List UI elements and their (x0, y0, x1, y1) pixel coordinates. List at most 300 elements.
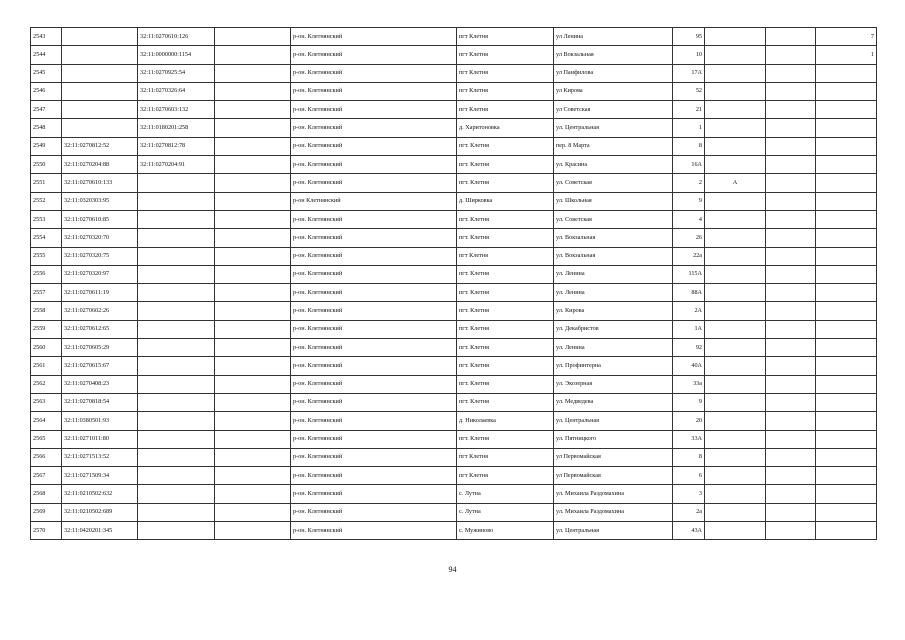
cadastral-number-cell: 32:11:0270320:75 (62, 247, 138, 265)
extra-cell (766, 357, 816, 375)
row-number-cell: 2555 (31, 247, 62, 265)
empty-cell (215, 448, 291, 466)
apartment-cell: 1 (816, 46, 877, 64)
street-cell: ул Панфилова (554, 64, 673, 82)
cadastral-number-cell: 32:11:0210502:632 (62, 485, 138, 503)
apartment-cell (816, 357, 877, 375)
house-number-cell: 1А (673, 320, 705, 338)
previous-cadastral-number-cell: 32:11:0270925:54 (138, 64, 215, 82)
building-letter-cell (705, 522, 766, 540)
district-cell: р-он. Клетнянский (291, 119, 457, 137)
row-number-cell: 2564 (31, 412, 62, 430)
building-letter-cell (705, 302, 766, 320)
extra-cell (766, 412, 816, 430)
street-cell: ул. Центральная (554, 412, 673, 430)
cadastral-number-cell: 32:11:0320303:95 (62, 192, 138, 210)
district-cell: р-он. Клетнянский (291, 265, 457, 283)
settlement-cell: д. Ширковка (457, 192, 554, 210)
previous-cadastral-number-cell (138, 229, 215, 247)
row-number-cell: 2554 (31, 229, 62, 247)
house-number-cell: 8 (673, 137, 705, 155)
street-cell: ул. Центральная (554, 522, 673, 540)
district-cell: р-он. Клетнянский (291, 320, 457, 338)
cadastral-number-cell (62, 82, 138, 100)
house-number-cell: 17А (673, 64, 705, 82)
extra-cell (766, 430, 816, 448)
table-row (31, 522, 877, 540)
extra-cell (766, 229, 816, 247)
building-letter-cell (705, 265, 766, 283)
empty-cell (215, 284, 291, 302)
row-number-cell: 2557 (31, 284, 62, 302)
row-number-cell: 2545 (31, 64, 62, 82)
row-number-cell: 2546 (31, 82, 62, 100)
previous-cadastral-number-cell (138, 265, 215, 283)
district-cell: р-он. Клетнянский (291, 339, 457, 357)
street-cell: ул Кирова (554, 82, 673, 100)
house-number-cell: 2А (673, 302, 705, 320)
extra-cell (766, 210, 816, 228)
previous-cadastral-number-cell (138, 467, 215, 485)
row-number-cell: 2548 (31, 119, 62, 137)
building-letter-cell (705, 448, 766, 466)
house-number-cell: 2а (673, 503, 705, 521)
street-cell: ул. Михаила Раздомахина (554, 503, 673, 521)
empty-cell (215, 210, 291, 228)
building-letter-cell (705, 503, 766, 521)
district-cell: р-он. Клетнянский (291, 156, 457, 174)
apartment-cell (816, 137, 877, 155)
house-number-cell: 9 (673, 393, 705, 411)
street-cell: ул. Советская (554, 174, 673, 192)
table-row (31, 339, 877, 357)
empty-cell (215, 101, 291, 119)
table-row (31, 430, 877, 448)
street-cell: ул. Вокзальная (554, 247, 673, 265)
cadastral-number-cell: 32:11:0380501:93 (62, 412, 138, 430)
apartment-cell (816, 265, 877, 283)
cadastral-number-cell: 32:11:0270818:54 (62, 393, 138, 411)
previous-cadastral-number-cell (138, 320, 215, 338)
settlement-cell: пгт. Клетня (457, 320, 554, 338)
apartment-cell (816, 412, 877, 430)
building-letter-cell (705, 229, 766, 247)
building-letter-cell (705, 485, 766, 503)
extra-cell (766, 82, 816, 100)
row-number-cell: 2563 (31, 393, 62, 411)
empty-cell (215, 229, 291, 247)
settlement-cell: пгт. Клетня (457, 284, 554, 302)
cadastral-number-cell: 32:11:0270408:23 (62, 375, 138, 393)
table-row (31, 247, 877, 265)
street-cell: ул. Советская (554, 210, 673, 228)
district-cell: р-он. Клетнянский (291, 284, 457, 302)
apartment-cell (816, 156, 877, 174)
street-cell: ул. Ленина (554, 265, 673, 283)
settlement-cell: д. Николаевка (457, 412, 554, 430)
settlement-cell: пгт Клетня (457, 448, 554, 466)
apartment-cell (816, 375, 877, 393)
settlement-cell: пгт Клетня (457, 64, 554, 82)
previous-cadastral-number-cell (138, 284, 215, 302)
previous-cadastral-number-cell (138, 430, 215, 448)
cadastral-number-cell: 32:11:0270320:97 (62, 265, 138, 283)
street-cell: ул. Михаила Раздомахина (554, 485, 673, 503)
table-row (31, 210, 877, 228)
previous-cadastral-number-cell: 32:11:0270204:91 (138, 156, 215, 174)
extra-cell (766, 284, 816, 302)
table-row (31, 302, 877, 320)
empty-cell (215, 320, 291, 338)
district-cell: р-он. Клетнянский (291, 137, 457, 155)
street-cell: ул. Ленина (554, 284, 673, 302)
district-cell: р-он. Клетнянский (291, 64, 457, 82)
street-cell: ул Первомайская (554, 467, 673, 485)
row-number-cell: 2566 (31, 448, 62, 466)
cadastral-number-cell (62, 119, 138, 137)
apartment-cell (816, 64, 877, 82)
table-row (31, 229, 877, 247)
building-letter-cell (705, 247, 766, 265)
table-row (31, 412, 877, 430)
previous-cadastral-number-cell (138, 247, 215, 265)
extra-cell (766, 101, 816, 119)
empty-cell (215, 46, 291, 64)
street-cell: пер. 8 Марта (554, 137, 673, 155)
extra-cell (766, 339, 816, 357)
extra-cell (766, 192, 816, 210)
cadastral-number-cell: 32:11:0270812:52 (62, 137, 138, 155)
district-cell: р-он. Клетнянский (291, 174, 457, 192)
row-number-cell: 2552 (31, 192, 62, 210)
previous-cadastral-number-cell: 32:11:0270326:64 (138, 82, 215, 100)
previous-cadastral-number-cell (138, 448, 215, 466)
extra-cell (766, 320, 816, 338)
extra-cell (766, 174, 816, 192)
previous-cadastral-number-cell (138, 339, 215, 357)
district-cell: р-он. Клетнянский (291, 412, 457, 430)
settlement-cell: пгт Клетня (457, 28, 554, 46)
settlement-cell: пгт. Клетня (457, 375, 554, 393)
street-cell: ул. Ленина (554, 339, 673, 357)
apartment-cell (816, 284, 877, 302)
empty-cell (215, 156, 291, 174)
building-letter-cell: А (705, 174, 766, 192)
cadastral-number-cell: 32:11:0270610:85 (62, 210, 138, 228)
cadastral-number-cell (62, 28, 138, 46)
empty-cell (215, 64, 291, 82)
cadastral-number-cell: 32:11:0271513:52 (62, 448, 138, 466)
extra-cell (766, 503, 816, 521)
empty-cell (215, 503, 291, 521)
row-number-cell: 2543 (31, 28, 62, 46)
previous-cadastral-number-cell (138, 375, 215, 393)
street-cell: ул. Кирова (554, 302, 673, 320)
street-cell: ул Первомайская (554, 448, 673, 466)
previous-cadastral-number-cell: 32:11:0270610:126 (138, 28, 215, 46)
extra-cell (766, 265, 816, 283)
cadastral-number-cell: 32:11:0270320:70 (62, 229, 138, 247)
table-row (31, 28, 877, 46)
building-letter-cell (705, 28, 766, 46)
cadastral-number-cell: 32:11:0270605:29 (62, 339, 138, 357)
apartment-cell (816, 229, 877, 247)
empty-cell (215, 467, 291, 485)
district-cell: р-он. Клетнянский (291, 210, 457, 228)
street-cell: ул Ленина (554, 28, 673, 46)
table-row (31, 284, 877, 302)
street-cell: ул. Пятницкого (554, 430, 673, 448)
building-letter-cell (705, 339, 766, 357)
settlement-cell: пгт. Клетня (457, 339, 554, 357)
district-cell: р-он. Клетнянский (291, 302, 457, 320)
street-cell: ул. Центральная (554, 119, 673, 137)
row-number-cell: 2565 (31, 430, 62, 448)
table-row (31, 375, 877, 393)
house-number-cell: 92 (673, 339, 705, 357)
empty-cell (215, 82, 291, 100)
house-number-cell: 33А (673, 430, 705, 448)
cadastral-number-cell (62, 64, 138, 82)
settlement-cell: пгт Клетня (457, 82, 554, 100)
row-number-cell: 2549 (31, 137, 62, 155)
table-row (31, 320, 877, 338)
empty-cell (215, 302, 291, 320)
table-row (31, 357, 877, 375)
district-cell: р-он. Клетнянский (291, 375, 457, 393)
row-number-cell: 2550 (31, 156, 62, 174)
table-row (31, 503, 877, 521)
street-cell: ул Вокзальная (554, 46, 673, 64)
settlement-cell: пгт. Клетня (457, 302, 554, 320)
empty-cell (215, 393, 291, 411)
table-row (31, 101, 877, 119)
house-number-cell: 20 (673, 412, 705, 430)
previous-cadastral-number-cell: 32:11:0270812:78 (138, 137, 215, 155)
house-number-cell: 4 (673, 210, 705, 228)
settlement-cell: пгт. Клетня (457, 156, 554, 174)
house-number-cell: 40А (673, 357, 705, 375)
extra-cell (766, 64, 816, 82)
previous-cadastral-number-cell (138, 485, 215, 503)
house-number-cell: 26 (673, 229, 705, 247)
table-row (31, 46, 877, 64)
cadastral-number-cell: 32:11:0270611:19 (62, 284, 138, 302)
previous-cadastral-number-cell: 32:11:0270603:132 (138, 101, 215, 119)
previous-cadastral-number-cell (138, 412, 215, 430)
house-number-cell: 33а (673, 375, 705, 393)
house-number-cell: 52 (673, 82, 705, 100)
row-number-cell: 2551 (31, 174, 62, 192)
building-letter-cell (705, 210, 766, 228)
house-number-cell: 3 (673, 485, 705, 503)
table-row (31, 137, 877, 155)
building-letter-cell (705, 156, 766, 174)
empty-cell (215, 375, 291, 393)
empty-cell (215, 119, 291, 137)
apartment-cell (816, 247, 877, 265)
house-number-cell: 115А (673, 265, 705, 283)
apartment-cell (816, 174, 877, 192)
row-number-cell: 2567 (31, 467, 62, 485)
cadastral-number-cell: 32:11:0270602:26 (62, 302, 138, 320)
street-cell: ул. Декабристов (554, 320, 673, 338)
previous-cadastral-number-cell (138, 357, 215, 375)
house-number-cell: 2 (673, 174, 705, 192)
settlement-cell: с. Лутна (457, 503, 554, 521)
table-row (31, 448, 877, 466)
building-letter-cell (705, 375, 766, 393)
apartment-cell (816, 82, 877, 100)
cadastral-number-cell: 32:11:0270204:88 (62, 156, 138, 174)
street-cell: ул Советская (554, 101, 673, 119)
street-cell: ул. Школьная (554, 192, 673, 210)
extra-cell (766, 46, 816, 64)
page-number: 94 (448, 565, 457, 574)
house-number-cell: 9 (673, 192, 705, 210)
empty-cell (215, 137, 291, 155)
extra-cell (766, 467, 816, 485)
apartment-cell (816, 101, 877, 119)
extra-cell (766, 137, 816, 155)
previous-cadastral-number-cell (138, 192, 215, 210)
previous-cadastral-number-cell (138, 503, 215, 521)
house-number-cell: 8 (673, 448, 705, 466)
settlement-cell: пгт. Клетня (457, 174, 554, 192)
cadastral-number-cell: 32:11:0270612:65 (62, 320, 138, 338)
table-row (31, 192, 877, 210)
cadastral-number-cell: 32:11:0270610:133 (62, 174, 138, 192)
district-cell: р-он. Клетнянский (291, 247, 457, 265)
row-number-cell: 2568 (31, 485, 62, 503)
district-cell: р-он. Клетнянский (291, 229, 457, 247)
row-number-cell: 2559 (31, 320, 62, 338)
empty-cell (215, 522, 291, 540)
row-number-cell: 2547 (31, 101, 62, 119)
cadastral-number-cell (62, 101, 138, 119)
previous-cadastral-number-cell (138, 393, 215, 411)
house-number-cell: 21 (673, 101, 705, 119)
previous-cadastral-number-cell: 32:11:0180201:258 (138, 119, 215, 137)
cadastral-number-cell: 32:11:0270615:67 (62, 357, 138, 375)
street-cell: ул. Экозерная (554, 375, 673, 393)
cadastral-number-cell: 32:11:0210502:689 (62, 503, 138, 521)
table-row (31, 174, 877, 192)
extra-cell (766, 522, 816, 540)
previous-cadastral-number-cell (138, 174, 215, 192)
extra-cell (766, 247, 816, 265)
apartment-cell (816, 503, 877, 521)
building-letter-cell (705, 284, 766, 302)
house-number-cell: 95 (673, 28, 705, 46)
extra-cell (766, 393, 816, 411)
settlement-cell: пгт. Клетня (457, 210, 554, 228)
street-cell: ул. Вокзальная (554, 229, 673, 247)
district-cell: р-он. Клетнянский (291, 357, 457, 375)
house-number-cell: 1 (673, 119, 705, 137)
building-letter-cell (705, 64, 766, 82)
settlement-cell: пгт Клетня (457, 467, 554, 485)
apartment-cell (816, 485, 877, 503)
house-number-cell: 10 (673, 46, 705, 64)
building-letter-cell (705, 393, 766, 411)
settlement-cell: пгт. Клетня (457, 229, 554, 247)
settlement-cell: пгт Клетня (457, 101, 554, 119)
settlement-cell: пгт. Клетня (457, 430, 554, 448)
building-letter-cell (705, 320, 766, 338)
apartment-cell (816, 192, 877, 210)
building-letter-cell (705, 101, 766, 119)
row-number-cell: 2560 (31, 339, 62, 357)
table-row (31, 485, 877, 503)
building-letter-cell (705, 357, 766, 375)
extra-cell (766, 448, 816, 466)
building-letter-cell (705, 82, 766, 100)
extra-cell (766, 156, 816, 174)
cadastral-number-cell: 32:11:0271509:34 (62, 467, 138, 485)
settlement-cell: с. Мужиново (457, 522, 554, 540)
extra-cell (766, 485, 816, 503)
building-letter-cell (705, 430, 766, 448)
table-row (31, 64, 877, 82)
previous-cadastral-number-cell (138, 522, 215, 540)
empty-cell (215, 430, 291, 448)
apartment-cell (816, 210, 877, 228)
table-row (31, 156, 877, 174)
row-number-cell: 2570 (31, 522, 62, 540)
street-cell: ул. Профинтерна (554, 357, 673, 375)
row-number-cell: 2561 (31, 357, 62, 375)
empty-cell (215, 265, 291, 283)
previous-cadastral-number-cell (138, 210, 215, 228)
table-row (31, 467, 877, 485)
district-cell: р-он. Клетнянский (291, 430, 457, 448)
row-number-cell: 2553 (31, 210, 62, 228)
row-number-cell: 2558 (31, 302, 62, 320)
settlement-cell: пгт Клетня (457, 247, 554, 265)
empty-cell (215, 357, 291, 375)
settlement-cell: пгт. Клетня (457, 137, 554, 155)
house-number-cell: 43А (673, 522, 705, 540)
house-number-cell: 88А (673, 284, 705, 302)
empty-cell (215, 28, 291, 46)
row-number-cell: 2562 (31, 375, 62, 393)
apartment-cell (816, 430, 877, 448)
address-register-table (30, 27, 877, 540)
row-number-cell: 2544 (31, 46, 62, 64)
apartment-cell (816, 119, 877, 137)
register-sheet (30, 27, 876, 540)
table-row (31, 265, 877, 283)
street-cell: ул. Красина (554, 156, 673, 174)
extra-cell (766, 375, 816, 393)
district-cell: р-он. Клетнянский (291, 393, 457, 411)
empty-cell (215, 247, 291, 265)
apartment-cell (816, 393, 877, 411)
district-cell: р-он. Клетнянский (291, 28, 457, 46)
house-number-cell: 16А (673, 156, 705, 174)
table-row (31, 393, 877, 411)
previous-cadastral-number-cell: 32:11:0000000:1154 (138, 46, 215, 64)
apartment-cell (816, 339, 877, 357)
district-cell: р-он. Клетнянский (291, 485, 457, 503)
previous-cadastral-number-cell (138, 302, 215, 320)
row-number-cell: 2556 (31, 265, 62, 283)
settlement-cell: пгт. Клетня (457, 393, 554, 411)
district-cell: р-он. Клетнянский (291, 82, 457, 100)
district-cell: р-он. Клетнянский (291, 46, 457, 64)
empty-cell (215, 339, 291, 357)
